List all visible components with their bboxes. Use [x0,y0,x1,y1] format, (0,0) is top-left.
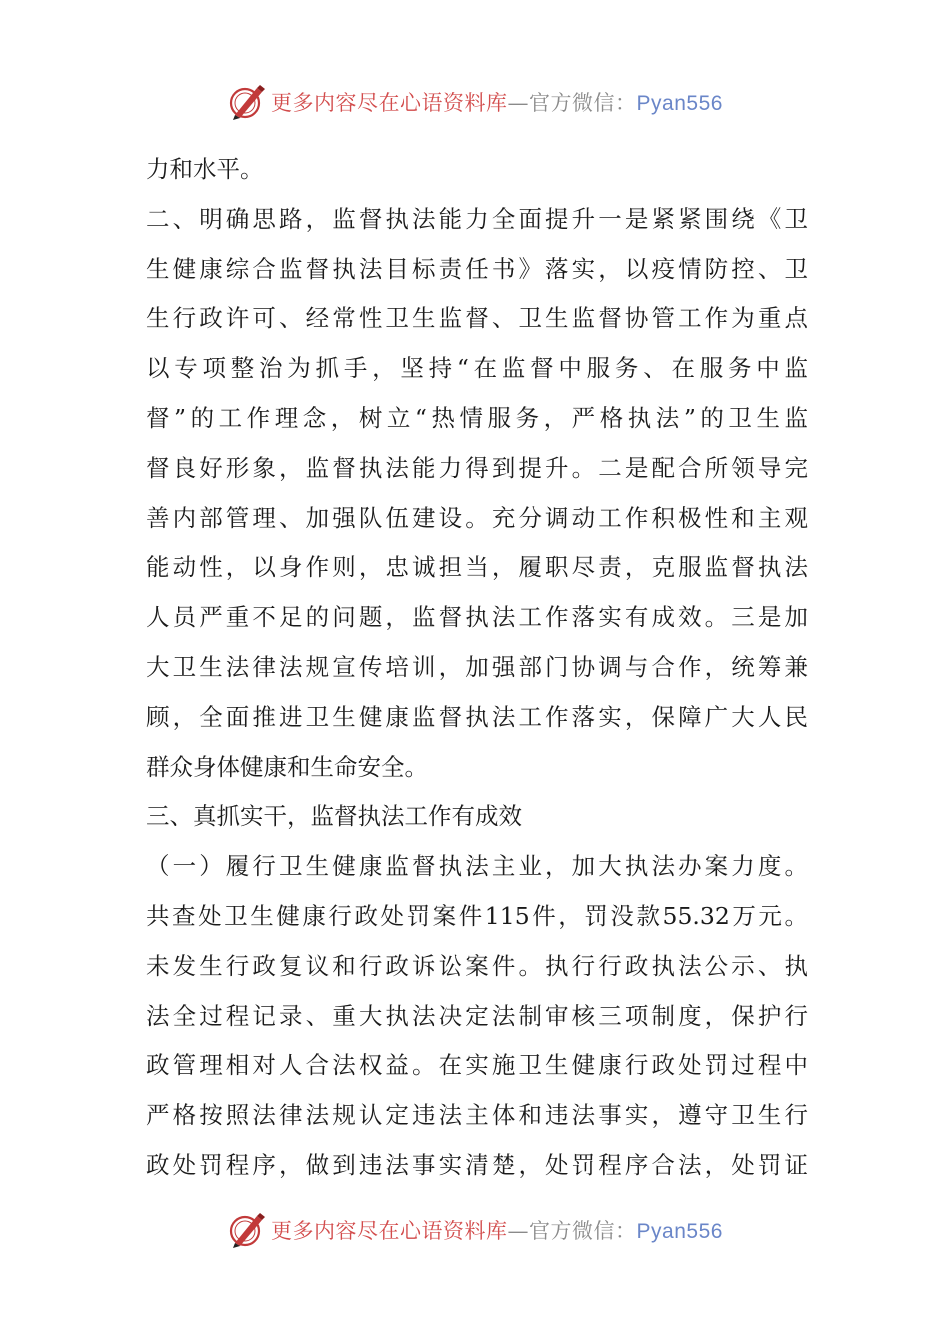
banner-brand-text: 更多内容尽在心语资料库 [271,91,508,115]
banner-wechat-label: 官方微信： [529,91,637,115]
text-line: 大卫生法律法规宣传培训，加强部门协调与合作，统筹兼 [146,652,808,681]
banner-text [271,87,723,117]
header-banner [0,80,950,124]
text-line: 善内部管理、加强队伍建设。充分调动工作积极性和主观 [146,503,808,532]
pen-logo-icon [227,82,267,122]
text-line: 督良好形象，监督执法能力得到提升。二是配合所领导完 [146,453,808,482]
document-body [146,145,808,1191]
text-line: 能动性，以身作则，忠诚担当，履职尽责，克服监督执法 [146,553,808,582]
pen-logo-icon [227,1210,267,1250]
text-line: 二、明确思路，监督执法能力全面提升一是紧紧围绕《卫 [146,204,808,233]
text-line: 共查处卫生健康行政处罚案件115件，罚没款55.32万元。 [146,901,808,930]
banner-text [271,1215,723,1245]
banner-brand-text: 更多内容尽在心语资料库 [271,1219,508,1243]
text-line: （一）履行卫生健康监督执法主业，加大执法办案力度。 [146,852,808,881]
banner-dash: — [507,1219,530,1243]
text-line: 政处罚程序，做到违法事实清楚，处罚程序合法，处罚证 [146,1150,808,1179]
text-line: 生行政许可、经常性卫生监督、卫生监督协管工作为重点 [146,304,808,333]
text-line: 以专项整治为抓手，坚持“在监督中服务、在服务中监 [146,354,808,383]
text-line: 严格按照法律法规认定违法主体和违法事实，遵守卫生行 [146,1101,808,1130]
text-line: 力和水平。 [146,155,264,183]
banner-wechat-label: 官方微信： [529,1219,637,1243]
text-line: 督”的工作理念，树立“热情服务，严格执法”的卫生监 [146,403,808,432]
text-line: 政管理相对人合法权益。在实施卫生健康行政处罚过程中 [146,1051,808,1080]
text-line: 群众身体健康和生命安全。 [146,752,428,781]
banner-wechat-id: Pyan556 [636,1220,723,1243]
text-line: 法全过程记录、重大执法决定法制审核三项制度，保护行 [146,1001,808,1030]
text-line: 生健康综合监督执法目标责任书》落实，以疫情防控、卫 [146,254,808,283]
text-line: 顾，全面推进卫生健康监督执法工作落实，保障广大人民 [146,702,808,731]
text-line: 未发生行政复议和行政诉讼案件。执行行政执法公示、执 [146,951,808,980]
footer-banner [0,1208,950,1252]
section-heading: 三、真抓实干，监督执法工作有成效 [146,802,522,831]
banner-dash: — [507,91,530,115]
text-line: 人员严重不足的问题，监督执法工作落实有成效。三是加 [146,603,808,632]
banner-wechat-id: Pyan556 [636,92,723,115]
